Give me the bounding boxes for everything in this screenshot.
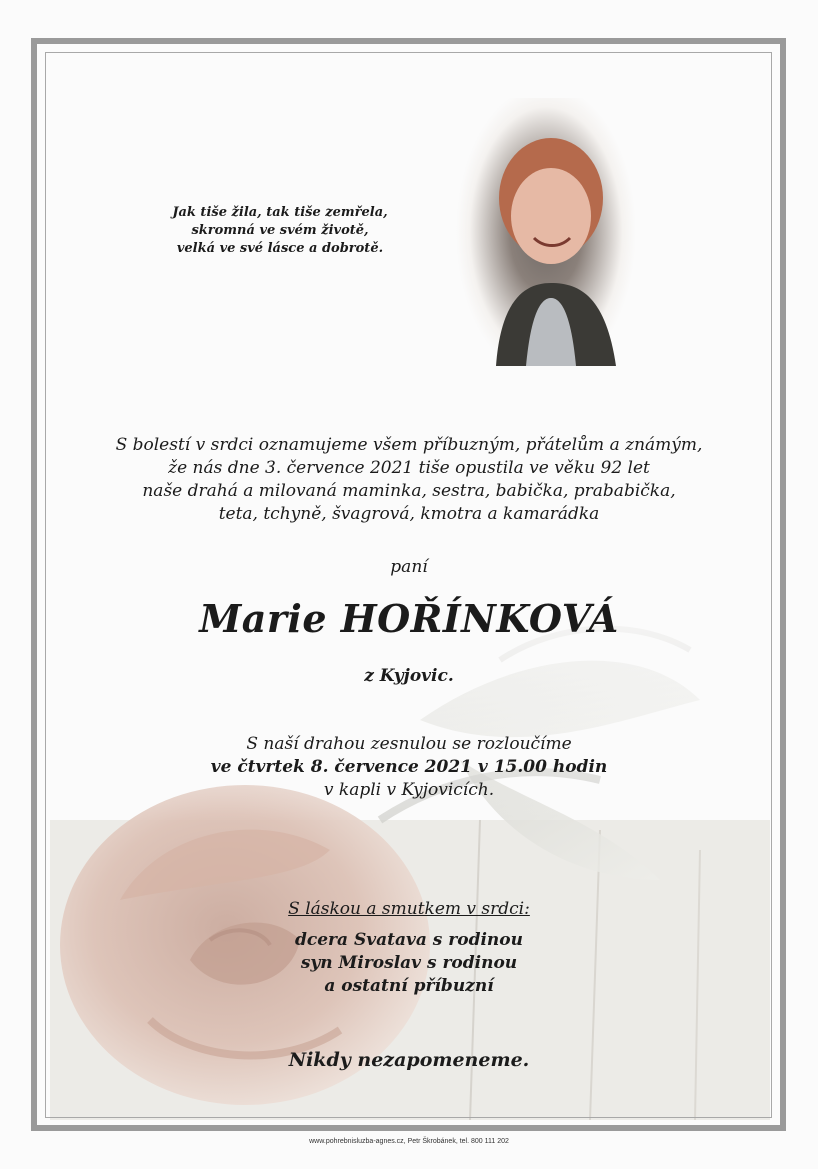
portrait-illustration	[456, 98, 636, 366]
memorial-quote	[130, 204, 430, 258]
deceased-name: Marie HOŘÍNKOVÁ	[199, 596, 619, 641]
announcement-line: teta, tchyně, švagrová, kmotra a kamarádka	[218, 504, 600, 524]
quote-line: velká ve své lásce a dobrotě.	[176, 241, 384, 256]
announcement-line: naše drahá a milovaná maminka, sestra, babička, prababička,	[142, 481, 676, 501]
farewell-place: v kapli v Kyjovicích.	[323, 780, 495, 800]
quote-line: Jak tiše žila, tak tiše zemřela,	[172, 205, 388, 220]
farewell-date: ve čtvrtek 8. července 2021 v 15.00 hodin	[210, 757, 608, 777]
farewell-info	[0, 733, 818, 802]
portrait-photo	[456, 98, 636, 366]
origin-text: z Kyjovic.	[364, 666, 454, 686]
announcement-line: S bolestí v srdci oznamujeme všem příbuzným, přátelům a známým,	[115, 435, 703, 455]
announcement-text	[0, 434, 818, 526]
footer-credit: www.pohrebnisluzba-agnes.cz, Petr Škrobánek, tel. 800 111 202	[309, 1138, 509, 1145]
mourner-line: a ostatní příbuzní	[324, 976, 494, 996]
closing-text: Nikdy nezapomeneme.	[288, 1049, 530, 1071]
title-word: paní	[390, 557, 428, 577]
mourners-heading: S láskou a smutkem v srdci:	[288, 899, 530, 919]
quote-line: skromná ve svém životě,	[191, 223, 369, 238]
announcement-line: že nás dne 3. července 2021 tiše opustila ve věku 92 let	[168, 458, 650, 478]
mourner-line: syn Miroslav s rodinou	[300, 953, 518, 973]
farewell-line: S naší drahou zesnulou se rozloučíme	[246, 734, 572, 754]
mourners-block	[0, 898, 818, 998]
mourner-line: dcera Svatava s rodinou	[295, 930, 523, 950]
